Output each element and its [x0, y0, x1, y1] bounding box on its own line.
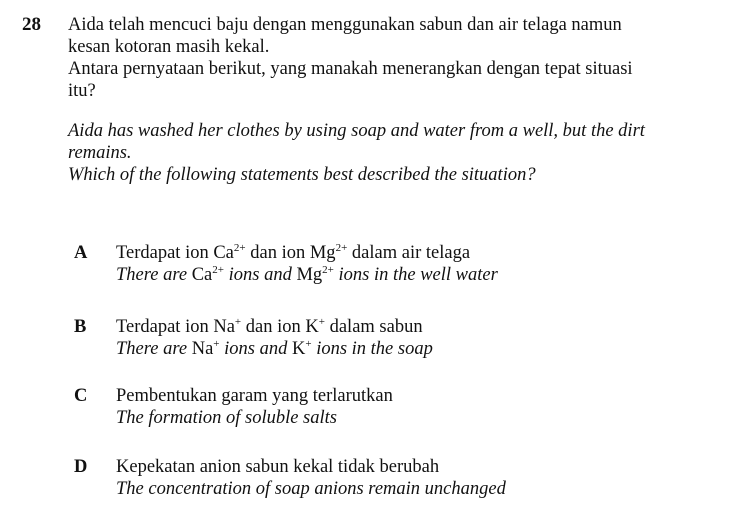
- option-b-letter: B: [74, 317, 87, 337]
- stem-en-line-1: Aida has washed her clothes by using soap and water from a well, but the dirt: [68, 121, 645, 141]
- option-a-ms: Terdapat ion $Ca^{2+}$ dan ion $Mg^{2+}$ dalam air telaga: [116, 242, 471, 263]
- option-d-letter: D: [74, 457, 88, 477]
- option-b-ms: Terdapat ion Na+ dan ion K+ dalam sabun: [116, 316, 423, 337]
- option-c-ms: Pembentukan garam yang terlarutkan: [116, 386, 393, 406]
- stem-ms-line-1: Aida telah mencuci baju dengan menggunakan sabun dan air telaga namun: [68, 15, 622, 35]
- option-b-en: There are Na+ ions and K+ ions in the soap: [116, 338, 433, 359]
- stem-ms-line-4: itu?: [68, 81, 96, 101]
- question-number: 28: [22, 14, 41, 35]
- option-a-letter: A: [74, 243, 88, 263]
- option-d-ms: Kepekatan anion sabun kekal tidak berubah: [116, 457, 440, 477]
- stem-ms-line-2: kesan kotoran masih kekal.: [68, 37, 270, 57]
- option-d-en: The concentration of soap anions remain unchanged: [116, 479, 506, 499]
- question-stem: [68, 14, 728, 186]
- stem-ms-line-3: Antara pernyataan berikut, yang manakah menerangkan dengan tepat situasi: [68, 59, 633, 79]
- option-c-en: The formation of soluble salts: [116, 408, 337, 428]
- stem-en-line-3: Which of the following statements best described the situation?: [68, 165, 536, 185]
- option-a-en: There are $Ca^{2+}$ ions and $Mg^{2+}$ ions in the well water: [116, 264, 498, 285]
- stem-en-line-2: remains.: [68, 143, 132, 163]
- option-c-letter: C: [74, 386, 88, 406]
